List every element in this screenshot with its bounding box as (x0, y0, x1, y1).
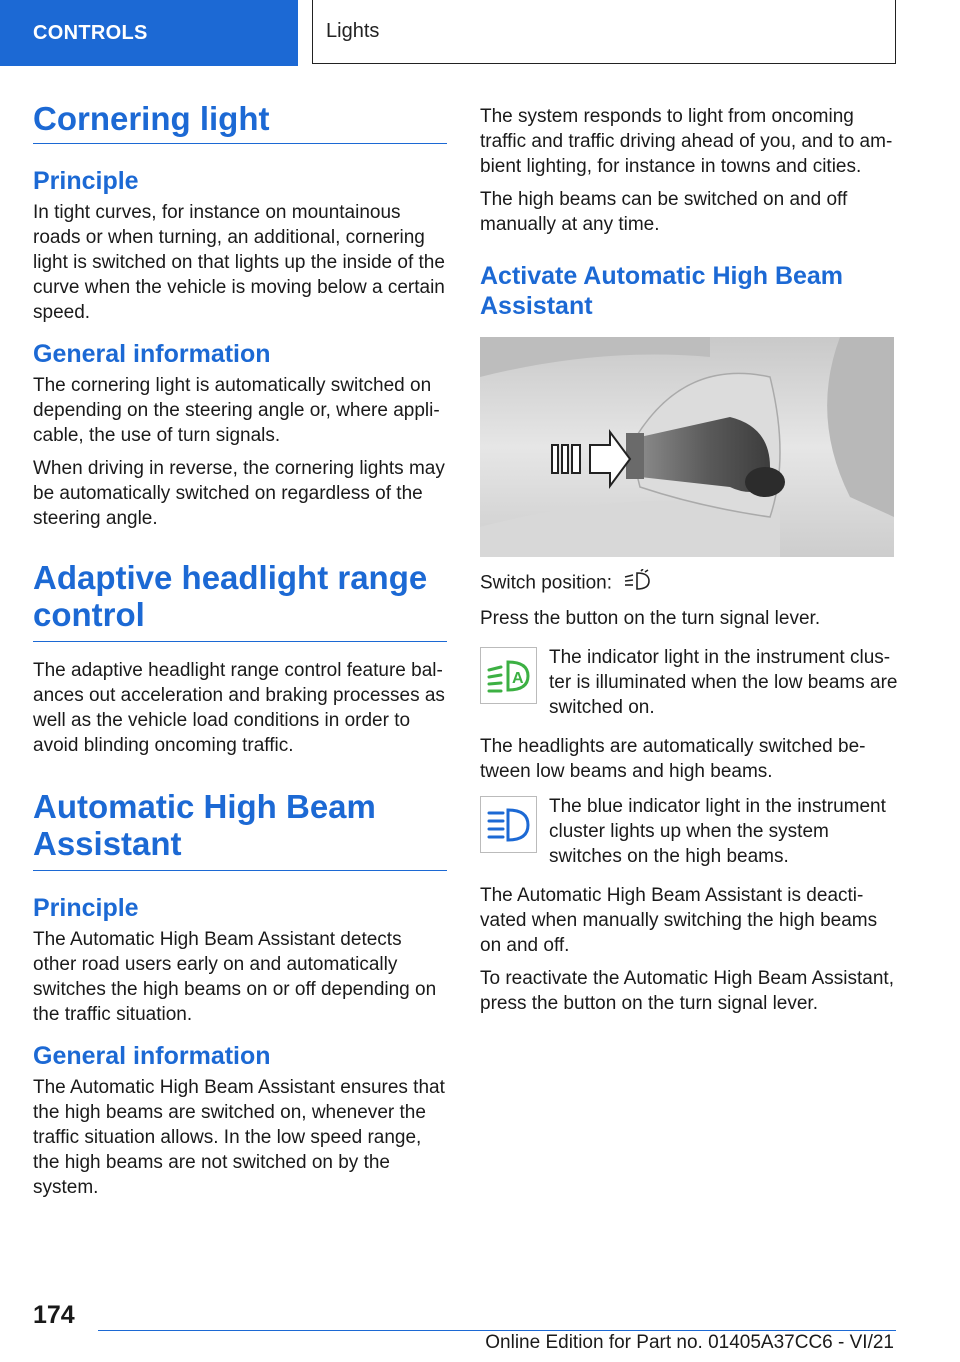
cornering-principle-heading: Principle (33, 167, 139, 195)
auto-high-beam-symbol-icon (623, 569, 653, 598)
switching-beams-text: The headlights are automatically switched between low beams and high beams. (480, 736, 866, 782)
high-beam-indicator-note (480, 794, 898, 869)
adaptive-headlight-text: The adaptive headlight range control feature balances out acceleration and braking processes as well as the vehicle load conditions in order to avoid blinding oncoming traffic. (33, 660, 445, 756)
low-beam-indicator-note (480, 645, 898, 720)
left-column (33, 100, 447, 1200)
switch-position-label: Switch position: (480, 572, 613, 594)
footer-divider (98, 1330, 896, 1331)
activate-ahba-heading: Activate Automatic High Beam Assistant (480, 262, 844, 320)
turn-signal-lever-illustration (480, 337, 894, 557)
turn-signal-lever-image (480, 337, 894, 557)
right-column (480, 104, 898, 1016)
ahba-general-text: The Automatic High Beam Assistant ensures that the high beams are switched on, whenever the traffic situation allows. In the low speed range, the high beams are not switched on by the system. (33, 1077, 445, 1198)
cornering-light-title: Cornering light (33, 100, 447, 144)
high-beam-indicator-icon (480, 796, 537, 853)
header-bar (0, 0, 960, 66)
section-tab[interactable]: CONTROLS (0, 0, 298, 66)
ahba-title: Automatic High Beam Assistant (33, 788, 447, 871)
ahba-general-heading: General information (33, 1042, 271, 1070)
adaptive-headlight-title: Adaptive headlight range control (33, 559, 447, 642)
deactivate-text: The Automatic High Beam Assistant is deactivated when manually switching the high beams on and off. (480, 885, 878, 956)
cornering-general-heading: General information (33, 340, 271, 368)
cornering-general-text-1: The cornering light is automatically switched on depending on the steering angle or, where applicable, the use of turn signals. (33, 375, 440, 446)
ahba-intro-text-1: The system responds to light from oncoming traffic and traffic driving ahead of you, and to ambient lighting, for instance in towns and cities. (480, 106, 893, 177)
cornering-general-text-2: When driving in reverse, the cornering lights may be automatically switched on regardless of the steering angle. (33, 458, 445, 529)
cornering-principle-text: In tight curves, for instance on mountainous roads or when turning, an additional, cornering light is switched on that lights up the inside of the curve when the vehicle is moving below a certain speed. (33, 202, 445, 323)
low-beam-indicator-icon (480, 647, 537, 704)
switch-position-text (480, 569, 898, 598)
edition-footer: Online Edition for Part no. 01405A37CC6 - VI/21 (485, 1332, 894, 1353)
high-beam-indicator-text: The blue indicator light in the instrument cluster lights up when the system switches on the high beams. (549, 796, 886, 867)
page-number: 174 (33, 1301, 75, 1329)
chapter-tab[interactable]: Lights (312, 0, 896, 64)
ahba-intro-text-2: The high beams can be switched on and off manually at any time. (480, 189, 848, 235)
svg-text:A: A (511, 669, 524, 687)
press-button-text: Press the button on the turn signal lever. (480, 608, 821, 629)
low-beam-indicator-text: The indicator light in the instrument cluster is illuminated when the low beams are switched on. (549, 647, 898, 718)
reactivate-text: To reactivate the Automatic High Beam Assistant, press the button on the turn signal lever. (480, 968, 894, 1014)
ahba-principle-heading: Principle (33, 894, 139, 922)
ahba-principle-text: The Automatic High Beam Assistant detects other road users early on and automatically switches the high beams on or off depending on the traffic situation. (33, 929, 437, 1025)
